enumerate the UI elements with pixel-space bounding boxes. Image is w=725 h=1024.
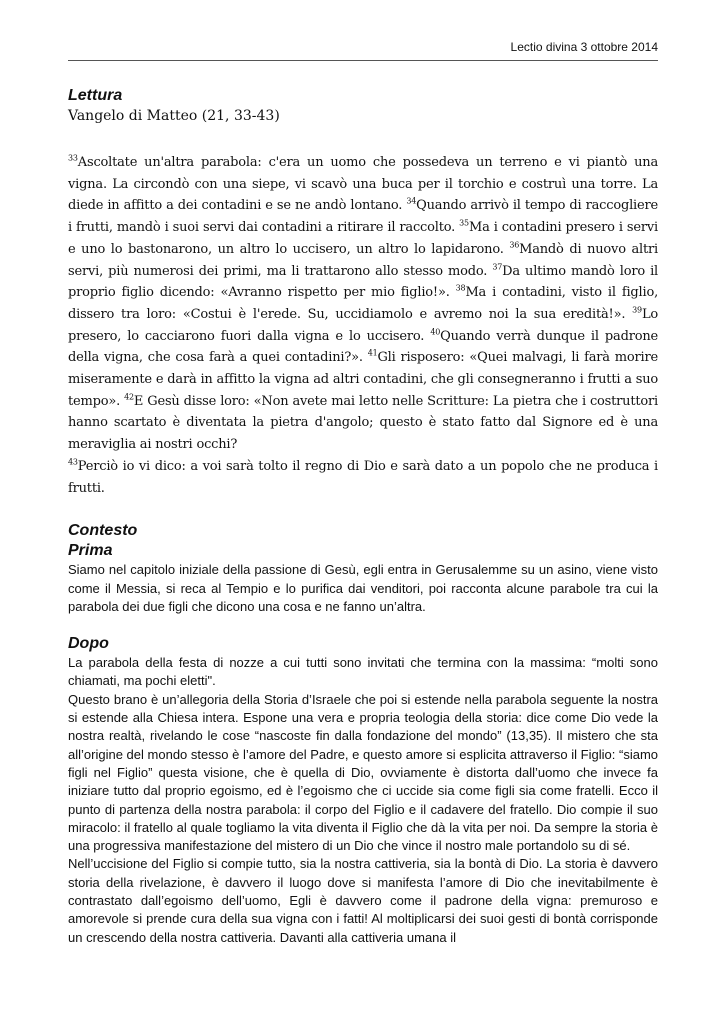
verse-number: 41 <box>367 349 378 358</box>
verse-number: 43 <box>68 457 78 467</box>
verse-number: 40 <box>430 327 441 337</box>
prima-text: Siamo nel capitolo iniziale della passione di Gesù, egli entra in Gerusalemme su un asino, viene visto come il Messia, si reca al Tempio e lo purifica dai venditori, poi racconta alcune parabole tra cui la parabola dei due figli che dicono una cosa e ne fanno un’altra. <box>68 562 658 614</box>
page-header: Lectio divina 3 ottobre 2014 <box>510 40 658 54</box>
verse-text: Quando verrà dunque il padrone della vigna, che cosa farà a quei contadini?». <box>68 328 659 366</box>
verse-text: Ma i contadini, visto il figlio, dissero tra loro: «Costui è l'erede. Su, uccidiamolo e avremo noi la sua eredità!». <box>68 285 658 322</box>
verse-number: 34 <box>406 197 417 207</box>
verse-number: 42 <box>124 392 134 402</box>
verse-text: Quando arrivò il tempo di raccogliere i frutti, mandò i suoi servi dai contadini a ritirare il raccolto. <box>68 198 658 236</box>
reading-paragraph <box>68 456 658 499</box>
verse-number: 35 <box>459 218 469 228</box>
prima-heading: Prima <box>68 542 113 560</box>
verse-text: Mandò di nuovo altri servi, più numerosi dei primi, ma li trattarono allo stesso modo. <box>68 241 658 279</box>
verse-text: Da ultimo mandò loro il proprio figlio dicendo: «Avranno rispetto per mio figlio!». <box>68 263 658 301</box>
verse-number: 37 <box>492 262 503 272</box>
header-rule <box>68 60 658 61</box>
lettura-heading: Lettura <box>68 87 123 104</box>
verse-text: Perciò io vi dico: a voi sarà tolto il regno di Dio e sarà dato a un popolo che ne produca i frutti. <box>68 458 658 496</box>
verse-text: Ma i contadini presero i servi e uno lo bastonarono, un altro lo uccisero, un altro lo lapidarono. <box>68 220 658 257</box>
verse-number: 36 <box>509 240 520 250</box>
document-body <box>68 86 658 947</box>
dopo-heading: Dopo <box>68 635 109 653</box>
verse-number: 39 <box>632 305 642 315</box>
verse-text: Gli risposero: «Quei malvagi, li farà morire miseramente e darà in affitto la vigna ad altri contadini, che gli consegneranno i frutti a suo tempo». <box>68 350 658 409</box>
contesto-heading: Contesto <box>68 522 138 540</box>
verse-text: Lo presero, lo cacciarono fuori dalla vigna e lo uccisero. <box>68 306 658 344</box>
gospel-reference: Vangelo di Matteo (21, 33-43) <box>68 108 280 124</box>
commentary-paragraph: Nell’uccisione del Figlio si compie tutto, sia la nostra cattiveria, sia la bontà di Dio. La storia è davvero storia della rivelazione, è davvero il luogo dove si manifesta l’amore di Dio che inevitabilmente è contrastato dall’egoismo dell’uomo, Egli è davvero come il padrone della vigna: premuroso e amorevole si prende cura della sua vigna con i fatti! Al moltiplicarsi dei suoi gesti di bontà corrisponde un crescendo della nostra cattiveria. Davanti alla cattiveria umana il <box>68 856 658 945</box>
dopo-section <box>68 654 658 947</box>
verse-number: 33 <box>68 153 78 163</box>
gospel-reading <box>68 152 658 499</box>
verse-text: E Gesù disse loro: «Non avete mai letto nelle Scritture: La pietra che i costruttori hanno scartato è diventata la pietra d'angolo; questo è stato fatto dal Signore ed è una meraviglia ai nostri occhi? <box>68 393 658 453</box>
verse-number: 38 <box>455 283 466 293</box>
reading-paragraph <box>68 152 658 456</box>
verse-text: Ascoltate un'altra parabola: c'era un uomo che possedeva un terreno e vi piantò una vigna. La circondò con una siepe, vi scavò una buca per il torchio e costruì una torre. La diede in affitto a dei contadini e se ne andò lontano. <box>68 155 658 214</box>
commentary-paragraph: Questo brano è un’allegoria della Storia d’Israele che poi si estende nella parabola seguente la nostra si estende alla Chiesa intera. Espone una vera e propria teologia della storia: dice come Dio vede la nostra realtà, rivelando le cose “nascoste fin dalla fondazione del mondo” (13,35). Il mistero che sta all’origine del mondo stesso è l’amore del Padre, e questo amore si esplicita attraverso il Figlio: “siamo figli nel Figlio” questa visione, che è quella di Dio, ovviamente è distorta dall’uomo che invece fa iniziare tutto dal proprio egoismo, ed è l’egoismo che ci uccide sia come figli sia come fratelli. Ecco il punto di partenza della nostra parabola: il corpo del Figlio e il cadavere del fratello. Dio compie il suo miracolo: il fratello al quale togliamo la vita diventa il Figlio che dà la vita per noi. Da sempre la storia è una progressiva manifestazione del mistero di un Dio che vince il nostro male portandolo su di sé. <box>68 691 658 854</box>
dopo-text: La parabola della festa di nozze a cui tutti sono invitati che termina con la massima: “molti sono chiamati, ma pochi eletti". <box>68 655 658 689</box>
prima-section <box>68 561 658 616</box>
